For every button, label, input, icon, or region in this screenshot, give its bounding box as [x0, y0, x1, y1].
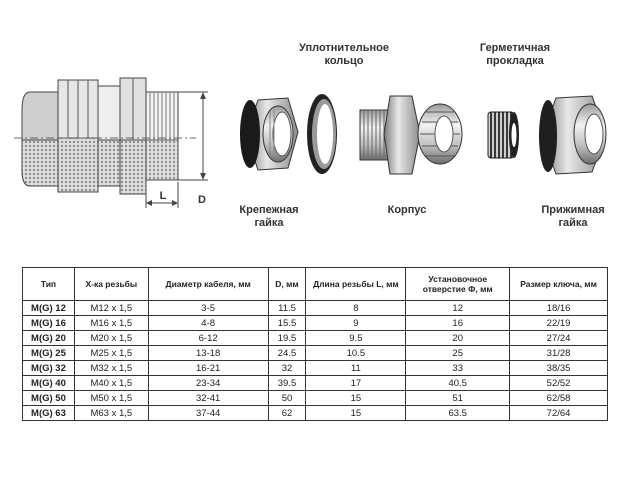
lock-nut-drawing — [240, 98, 298, 170]
sealing-ring-drawing — [307, 94, 337, 174]
cell-cable-diameter: 6-12 — [148, 331, 268, 346]
label-gasket: Герметичная прокладка — [479, 42, 551, 67]
header-type: Тип — [23, 268, 75, 301]
cell-d: 39.5 — [268, 376, 306, 391]
table-header-row — [23, 268, 608, 301]
cell-thread-length: 9 — [306, 316, 406, 331]
cell-thread: M20 x 1,5 — [74, 331, 148, 346]
table-row — [23, 316, 608, 331]
table-row — [23, 376, 608, 391]
cell-thread: M40 x 1,5 — [74, 376, 148, 391]
cell-type: M(G) 12 — [23, 301, 75, 316]
cell-d: 62 — [268, 406, 306, 421]
cell-wrench-size: 31/28 — [510, 346, 608, 361]
cell-thread: M63 x 1,5 — [74, 406, 148, 421]
cell-cable-diameter: 23-34 — [148, 376, 268, 391]
cell-mounting-hole: 12 — [406, 301, 510, 316]
cell-type: M(G) 63 — [23, 406, 75, 421]
cap-nut-drawing — [539, 96, 606, 174]
cell-wrench-size: 22/19 — [510, 316, 608, 331]
cell-d: 19.5 — [268, 331, 306, 346]
cell-wrench-size: 62/58 — [510, 391, 608, 406]
header-cable-diameter: Диаметр кабеля, мм — [148, 268, 268, 301]
label-body: Корпус — [387, 204, 427, 216]
label-cap-nut: Прижимная гайка — [541, 204, 605, 229]
cell-type: M(G) 40 — [23, 376, 75, 391]
header-d: D, мм — [268, 268, 306, 301]
cell-d: 32 — [268, 361, 306, 376]
cell-type: M(G) 32 — [23, 361, 75, 376]
cell-thread-length: 11 — [306, 361, 406, 376]
cell-cable-diameter: 4-8 — [148, 316, 268, 331]
cell-wrench-size: 18/16 — [510, 301, 608, 316]
cell-thread: M50 x 1,5 — [74, 391, 148, 406]
assembled-gland-drawing — [14, 78, 208, 208]
header-wrench-size: Размер ключа, мм — [510, 268, 608, 301]
cell-mounting-hole: 25 — [406, 346, 510, 361]
table-row — [23, 361, 608, 376]
cell-wrench-size: 27/24 — [510, 331, 608, 346]
dimension-label-l: L — [159, 190, 167, 202]
cell-thread-length: 10.5 — [306, 346, 406, 361]
cell-mounting-hole: 16 — [406, 316, 510, 331]
cell-thread-length: 17 — [306, 376, 406, 391]
specification-table — [22, 267, 608, 421]
dimension-label-d: D — [198, 194, 206, 206]
cell-thread: M32 x 1,5 — [74, 361, 148, 376]
table-row — [23, 331, 608, 346]
cell-cable-diameter: 37-44 — [148, 406, 268, 421]
cell-type: M(G) 20 — [23, 331, 75, 346]
cell-cable-diameter: 16-21 — [148, 361, 268, 376]
cell-thread: M25 x 1,5 — [74, 346, 148, 361]
cell-wrench-size: 38/35 — [510, 361, 608, 376]
cell-d: 11.5 — [268, 301, 306, 316]
cell-type: M(G) 50 — [23, 391, 75, 406]
cell-type: M(G) 16 — [23, 316, 75, 331]
cell-thread-length: 9.5 — [306, 331, 406, 346]
header-mounting-hole: Установочное отверстие Ф, мм — [406, 268, 510, 301]
cell-d: 15.5 — [268, 316, 306, 331]
table-row — [23, 301, 608, 316]
label-sealing-ring: Уплотнительное кольцо — [299, 42, 389, 67]
cell-type: M(G) 25 — [23, 346, 75, 361]
cell-thread-length: 15 — [306, 391, 406, 406]
cell-wrench-size: 72/64 — [510, 406, 608, 421]
body-drawing — [360, 96, 462, 174]
cell-wrench-size: 52/52 — [510, 376, 608, 391]
cell-mounting-hole: 40.5 — [406, 376, 510, 391]
cell-d: 24.5 — [268, 346, 306, 361]
header-thread: Х-ка резьбы — [74, 268, 148, 301]
table-row — [23, 346, 608, 361]
gasket-drawing — [488, 112, 519, 158]
cell-mounting-hole: 63.5 — [406, 406, 510, 421]
cell-cable-diameter: 13-18 — [148, 346, 268, 361]
cell-thread-length: 8 — [306, 301, 406, 316]
cell-cable-diameter: 32-41 — [148, 391, 268, 406]
table-row — [23, 391, 608, 406]
label-lock-nut: Крепежная гайка — [239, 204, 299, 229]
table-row — [23, 406, 608, 421]
cell-thread: M16 x 1,5 — [74, 316, 148, 331]
cell-mounting-hole: 20 — [406, 331, 510, 346]
cell-d: 50 — [268, 391, 306, 406]
cell-mounting-hole: 33 — [406, 361, 510, 376]
cell-thread: M12 x 1,5 — [74, 301, 148, 316]
header-thread-length: Длина резьбы L, мм — [306, 268, 406, 301]
cell-thread-length: 15 — [306, 406, 406, 421]
cell-mounting-hole: 51 — [406, 391, 510, 406]
cell-cable-diameter: 3-5 — [148, 301, 268, 316]
